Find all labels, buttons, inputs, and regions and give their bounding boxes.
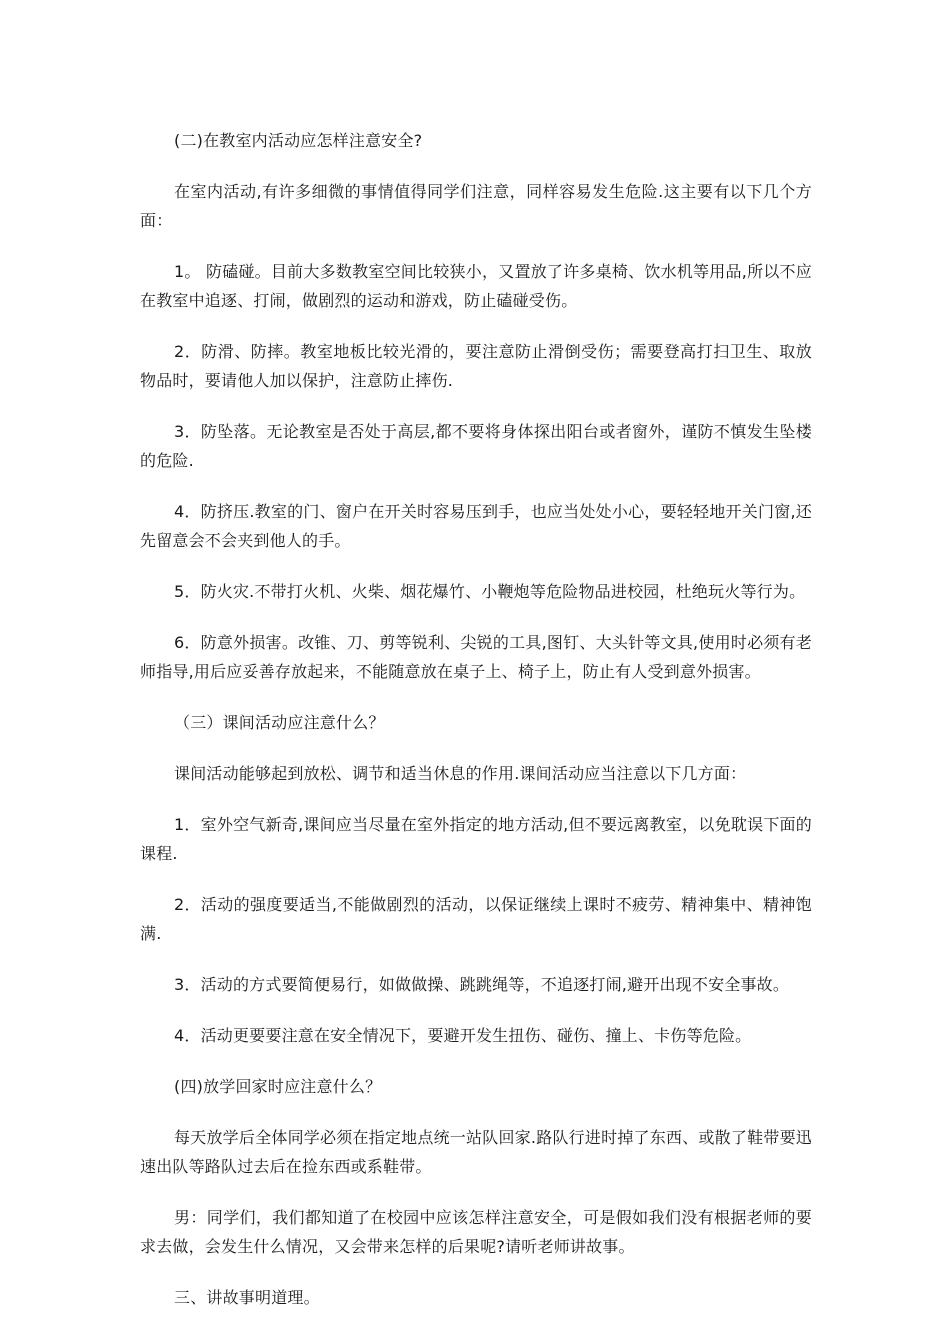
paragraph-host-dialogue: 男：同学们，我们都知道了在校园中应该怎样注意安全，可是假如我们没有根据老师的要求去做，会发生什么情况，又会带来怎样的后果呢?请听老师讲故事。 [140, 1208, 812, 1256]
paragraph-break-intro: 课间活动能够起到放松、调节和适当休息的作用.课间活动应当注意以下几方面： [174, 764, 747, 783]
list-item-prevent-injury: 6．防意外损害。改锥、刀、剪等锐利、尖锐的工具,图钉、大头针等文具,使用时必须有老师指导,用后应妥善存放起来，不能随意放在桌子上、椅子上，防止有人受到意外损害。 [140, 633, 812, 681]
section-heading-classroom-safety: (二)在教室内活动应怎样注意安全? [174, 131, 423, 150]
list-item-simple-activities: 3．活动的方式要简便易行，如做做操、跳跳绳等，不追逐打闹,避开出现不安全事故。 [174, 975, 790, 994]
list-item-prevent-slips: 2．防滑、防摔。教室地板比较光滑的，要注意防止滑倒受伤；需要登高打扫卫生、取放物品时，要请他人加以保护，注意防止摔伤. [140, 342, 812, 390]
list-item-prevent-pinching: 4．防挤压.教室的门、窗户在开关时容易压到手，也应当处处小心，要轻轻地开关门窗,还先留意会不会夹到他人的手。 [140, 502, 812, 550]
list-item-avoid-injury: 4．活动更要要注意在安全情况下，要避开发生扭伤、碰伤、撞上、卡伤等危险。 [174, 1026, 752, 1045]
section-heading-break-activities: （三）课间活动应注意什么？ [174, 713, 385, 732]
section-heading-going-home: (四)放学回家时应注意什么？ [174, 1077, 382, 1096]
list-item-prevent-falls: 3．防坠落。无论教室是否处于高层,都不要将身体探出阳台或者窗外，谨防不慎发生坠楼的危险. [140, 422, 812, 470]
document-body [140, 126, 812, 1334]
section-heading-story: 三、讲故事明道理。 [174, 1288, 320, 1307]
paragraph-going-home: 每天放学后全体同学必须在指定地点统一站队回家.路队行进时掉了东西、或散了鞋带要迅速出队等路队过去后在捡东西或系鞋带。 [140, 1128, 812, 1176]
list-item-prevent-bumps: 1。 防磕碰。目前大多数教室空间比较狭小，又置放了许多桌椅、饮水机等用品,所以不应在教室中追逐、打闹，做剧烈的运动和游戏，防止磕碰受伤。 [140, 262, 812, 310]
paragraph-classroom-intro: 在室内活动,有许多细微的事情值得同学们注意，同样容易发生危险.这主要有以下几个方面： [140, 182, 812, 230]
list-item-intensity: 2．活动的强度要适当,不能做剧烈的活动，以保证继续上课时不疲劳、精神集中、精神饱满. [140, 895, 812, 943]
list-item-prevent-fire: 5．防火灾.不带打火机、火柴、烟花爆竹、小鞭炮等危险物品进校园，杜绝玩火等行为。 [174, 582, 806, 601]
list-item-outdoor-air: 1．室外空气新奇,课间应当尽量在室外指定的地方活动,但不要远离教室，以免耽误下面的课程. [140, 815, 812, 863]
